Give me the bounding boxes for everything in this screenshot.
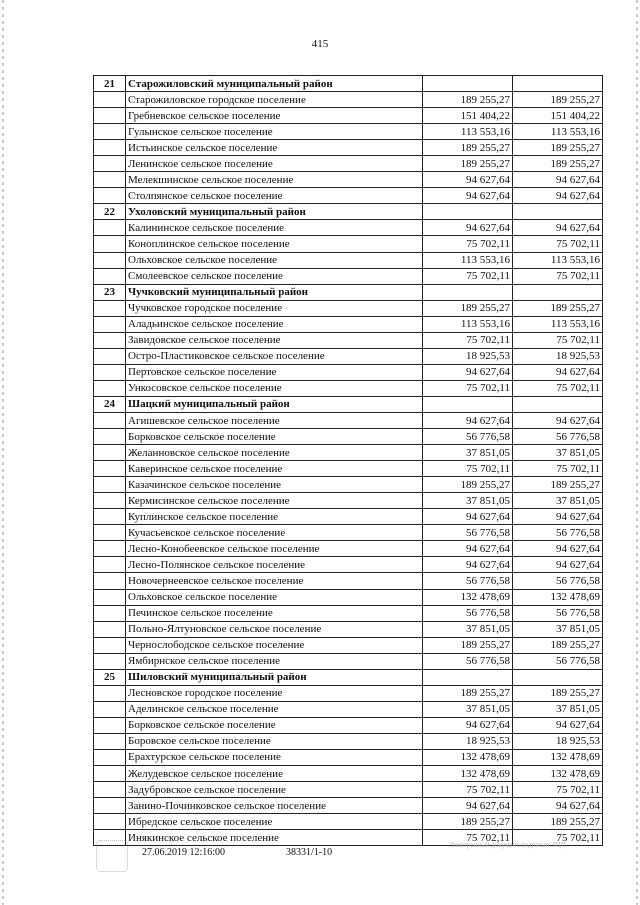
- district-row: [94, 396, 603, 412]
- settlement-name-cell: Ункосовское сельское поселение: [126, 380, 423, 396]
- table-row: [94, 380, 603, 396]
- row-number-cell: [94, 541, 126, 557]
- row-number-cell: 22: [94, 204, 126, 220]
- footer-date: 27.06.2019 12:16:00: [142, 847, 226, 858]
- table-row: [94, 236, 603, 252]
- amount-cell-2: 56 776,58: [513, 525, 603, 541]
- table-row: [94, 653, 603, 669]
- amount-cell-2: 94 627,64: [513, 364, 603, 380]
- row-number-cell: [94, 749, 126, 765]
- settlement-name-cell: Шацкий муниципальный район: [126, 396, 423, 412]
- amount-cell-2: [513, 76, 603, 92]
- settlement-name-cell: Новочернеевское сельское поселение: [126, 573, 423, 589]
- table-row: [94, 573, 603, 589]
- amount-cell-2: 113 553,16: [513, 316, 603, 332]
- table-row: [94, 766, 603, 782]
- amount-cell-2: 132 478,69: [513, 589, 603, 605]
- amount-cell-1: 94 627,64: [423, 188, 513, 204]
- settlement-name-cell: Ольховское сельское поселение: [126, 252, 423, 268]
- amount-cell-2: 94 627,64: [513, 541, 603, 557]
- settlement-name-cell: Калининское сельское поселение: [126, 220, 423, 236]
- table-row: [94, 509, 603, 525]
- amount-cell-2: 151 404,22: [513, 108, 603, 124]
- table-row: [94, 749, 603, 765]
- table-row: [94, 557, 603, 573]
- row-number-cell: [94, 477, 126, 493]
- settlement-name-cell: Польно-Ялтуновское сельское поселение: [126, 621, 423, 637]
- settlement-name-cell: Ухоловский муниципальный район: [126, 204, 423, 220]
- settlement-name-cell: Борковское сельское поселение: [126, 717, 423, 733]
- amount-cell-1: 56 776,58: [423, 573, 513, 589]
- amount-cell-1: 132 478,69: [423, 589, 513, 605]
- amount-cell-1: [423, 669, 513, 685]
- row-number-cell: [94, 525, 126, 541]
- scan-left-edge: [2, 0, 4, 905]
- settlement-name-cell: Агишевское сельское поселение: [126, 412, 423, 428]
- table-row: [94, 814, 603, 830]
- amount-cell-2: 37 851,05: [513, 445, 603, 461]
- amount-cell-2: 56 776,58: [513, 653, 603, 669]
- settlement-name-cell: Ленинское сельское поселение: [126, 156, 423, 172]
- amount-cell-1: 94 627,64: [423, 509, 513, 525]
- settlement-name-cell: Ерахтурское сельское поселение: [126, 749, 423, 765]
- row-number-cell: [94, 140, 126, 156]
- row-number-cell: [94, 782, 126, 798]
- row-number-cell: [94, 814, 126, 830]
- row-number-cell: [94, 316, 126, 332]
- table-row: [94, 220, 603, 236]
- amount-cell-2: 94 627,64: [513, 509, 603, 525]
- row-number-cell: [94, 236, 126, 252]
- amount-cell-2: 75 702,11: [513, 332, 603, 348]
- settlement-name-cell: Чернослободское сельское поселение: [126, 637, 423, 653]
- amount-cell-2: 94 627,64: [513, 798, 603, 814]
- settlement-name-cell: Инякинское сельское поселение: [126, 830, 423, 846]
- row-number-cell: [94, 220, 126, 236]
- row-number-cell: [94, 380, 126, 396]
- settlement-name-cell: Мелекшинское сельское поселение: [126, 172, 423, 188]
- row-number-cell: [94, 605, 126, 621]
- settlement-name-cell: Каверинское сельское поселение: [126, 461, 423, 477]
- amount-cell-1: 56 776,58: [423, 429, 513, 445]
- amount-cell-1: 151 404,22: [423, 108, 513, 124]
- table-row: [94, 589, 603, 605]
- settlement-name-cell: Коноплинское сельское поселение: [126, 236, 423, 252]
- settlement-name-cell: Столпянское сельское поселение: [126, 188, 423, 204]
- amount-cell-2: 56 776,58: [513, 573, 603, 589]
- settlement-name-cell: Остро-Пластиковское сельское поселение: [126, 348, 423, 364]
- table-row: [94, 782, 603, 798]
- amount-cell-2: 94 627,64: [513, 717, 603, 733]
- table-row: [94, 92, 603, 108]
- amount-cell-2: 75 702,11: [513, 782, 603, 798]
- row-number-cell: [94, 252, 126, 268]
- qr-stamp: [96, 840, 128, 872]
- table-row: [94, 493, 603, 509]
- table-row: [94, 172, 603, 188]
- amount-cell-1: 189 255,27: [423, 477, 513, 493]
- settlement-name-cell: Смолеевское сельское поселение: [126, 268, 423, 284]
- row-number-cell: 23: [94, 284, 126, 300]
- settlement-name-cell: Чучковское городское поселение: [126, 300, 423, 316]
- table-row: [94, 685, 603, 701]
- settlement-name-cell: Аделинское сельское поселение: [126, 701, 423, 717]
- amount-cell-2: 75 702,11: [513, 380, 603, 396]
- amount-cell-1: 37 851,05: [423, 621, 513, 637]
- amount-cell-2: 94 627,64: [513, 188, 603, 204]
- table-row: [94, 429, 603, 445]
- district-row: [94, 76, 603, 92]
- settlement-name-cell: Занино-Починковское сельское поселение: [126, 798, 423, 814]
- settlement-name-cell: Борковское сельское поселение: [126, 429, 423, 445]
- amount-cell-1: 75 702,11: [423, 461, 513, 477]
- settlement-name-cell: Ольховское сельское поселение: [126, 589, 423, 605]
- amount-cell-1: 75 702,11: [423, 332, 513, 348]
- settlement-name-cell: Лесно-Полянское сельское поселение: [126, 557, 423, 573]
- amount-cell-2: 37 851,05: [513, 493, 603, 509]
- amount-cell-2: 189 255,27: [513, 140, 603, 156]
- settlement-name-cell: Чучковский муниципальный район: [126, 284, 423, 300]
- row-number-cell: [94, 429, 126, 445]
- amount-cell-2: 75 702,11: [513, 268, 603, 284]
- amount-cell-1: 94 627,64: [423, 798, 513, 814]
- amount-cell-2: 94 627,64: [513, 412, 603, 428]
- table-row: [94, 268, 603, 284]
- amount-cell-2: 37 851,05: [513, 621, 603, 637]
- row-number-cell: [94, 685, 126, 701]
- amount-cell-2: 189 255,27: [513, 92, 603, 108]
- settlement-name-cell: Желудевское сельское поселение: [126, 766, 423, 782]
- district-row: [94, 284, 603, 300]
- row-number-cell: [94, 445, 126, 461]
- table-row: [94, 605, 603, 621]
- amount-cell-2: 189 255,27: [513, 685, 603, 701]
- amount-cell-2: 37 851,05: [513, 701, 603, 717]
- amount-cell-1: 56 776,58: [423, 653, 513, 669]
- amount-cell-2: 75 702,11: [513, 461, 603, 477]
- settlement-name-cell: Лесновское городское поселение: [126, 685, 423, 701]
- amount-cell-2: [513, 396, 603, 412]
- table-row: [94, 798, 603, 814]
- table-row: [94, 733, 603, 749]
- page-number: 415: [311, 38, 329, 50]
- row-number-cell: [94, 717, 126, 733]
- row-number-cell: [94, 156, 126, 172]
- table-row: [94, 701, 603, 717]
- settlement-name-cell: Казачинское сельское поселение: [126, 477, 423, 493]
- amount-cell-2: 94 627,64: [513, 557, 603, 573]
- budget-table-body: [94, 76, 603, 846]
- amount-cell-1: 189 255,27: [423, 685, 513, 701]
- amount-cell-2: [513, 284, 603, 300]
- settlement-name-cell: Гулынское сельское поселение: [126, 124, 423, 140]
- amount-cell-2: 189 255,27: [513, 477, 603, 493]
- amount-cell-2: 94 627,64: [513, 220, 603, 236]
- amount-cell-1: 94 627,64: [423, 364, 513, 380]
- amount-cell-2: 56 776,58: [513, 605, 603, 621]
- settlement-name-cell: Боровское сельское поселение: [126, 733, 423, 749]
- amount-cell-1: [423, 284, 513, 300]
- amount-cell-1: 75 702,11: [423, 830, 513, 846]
- amount-cell-1: 113 553,16: [423, 252, 513, 268]
- settlement-name-cell: Куплинское сельское поселение: [126, 509, 423, 525]
- amount-cell-1: 189 255,27: [423, 140, 513, 156]
- amount-cell-2: 75 702,11: [513, 830, 603, 846]
- row-number-cell: [94, 412, 126, 428]
- row-number-cell: 24: [94, 396, 126, 412]
- table-row: [94, 541, 603, 557]
- settlement-name-cell: Кучасьевское сельское поселение: [126, 525, 423, 541]
- settlement-name-cell: Старожиловское городское поселение: [126, 92, 423, 108]
- amount-cell-1: [423, 76, 513, 92]
- amount-cell-2: 189 255,27: [513, 300, 603, 316]
- settlement-name-cell: Ямбирнское сельское поселение: [126, 653, 423, 669]
- amount-cell-1: 56 776,58: [423, 525, 513, 541]
- row-number-cell: [94, 300, 126, 316]
- amount-cell-1: 56 776,58: [423, 605, 513, 621]
- table-row: [94, 124, 603, 140]
- table-row: [94, 108, 603, 124]
- row-number-cell: [94, 509, 126, 525]
- scan-right-edge: [636, 0, 638, 905]
- table-row: [94, 156, 603, 172]
- amount-cell-1: 113 553,16: [423, 316, 513, 332]
- amount-cell-1: 18 925,53: [423, 348, 513, 364]
- amount-cell-1: [423, 396, 513, 412]
- table-row: [94, 364, 603, 380]
- amount-cell-1: 37 851,05: [423, 493, 513, 509]
- amount-cell-2: 18 925,53: [513, 348, 603, 364]
- amount-cell-1: 189 255,27: [423, 300, 513, 316]
- signature-stamp-text: Электронный документ подписан ЭЦП: [449, 841, 566, 849]
- amount-cell-1: 189 255,27: [423, 814, 513, 830]
- amount-cell-1: 94 627,64: [423, 717, 513, 733]
- amount-cell-1: 132 478,69: [423, 766, 513, 782]
- table-row: [94, 300, 603, 316]
- row-number-cell: [94, 557, 126, 573]
- row-number-cell: [94, 621, 126, 637]
- amount-cell-1: 94 627,64: [423, 172, 513, 188]
- amount-cell-2: 56 776,58: [513, 429, 603, 445]
- row-number-cell: 25: [94, 669, 126, 685]
- amount-cell-1: 189 255,27: [423, 156, 513, 172]
- settlement-name-cell: Кермисинское сельское поселение: [126, 493, 423, 509]
- table-row: [94, 188, 603, 204]
- table-row: [94, 525, 603, 541]
- amount-cell-1: 37 851,05: [423, 445, 513, 461]
- row-number-cell: [94, 461, 126, 477]
- row-number-cell: [94, 766, 126, 782]
- table-row: [94, 445, 603, 461]
- amount-cell-1: 94 627,64: [423, 220, 513, 236]
- settlement-name-cell: Завидовское сельское поселение: [126, 332, 423, 348]
- amount-cell-2: 132 478,69: [513, 749, 603, 765]
- row-number-cell: [94, 493, 126, 509]
- row-number-cell: [94, 348, 126, 364]
- row-number-cell: [94, 589, 126, 605]
- amount-cell-1: 94 627,64: [423, 412, 513, 428]
- budget-table: [93, 75, 603, 846]
- table-row: [94, 412, 603, 428]
- settlement-name-cell: Пертовское сельское поселение: [126, 364, 423, 380]
- row-number-cell: 21: [94, 76, 126, 92]
- row-number-cell: [94, 733, 126, 749]
- row-number-cell: [94, 124, 126, 140]
- settlement-name-cell: Задубровское сельское поселение: [126, 782, 423, 798]
- amount-cell-2: 132 478,69: [513, 766, 603, 782]
- amount-cell-1: 75 702,11: [423, 268, 513, 284]
- amount-cell-2: 75 702,11: [513, 236, 603, 252]
- settlement-name-cell: Гребневское сельское поселение: [126, 108, 423, 124]
- row-number-cell: [94, 798, 126, 814]
- amount-cell-2: 189 255,27: [513, 156, 603, 172]
- table-row: [94, 332, 603, 348]
- settlement-name-cell: Желанновское сельское поселение: [126, 445, 423, 461]
- amount-cell-2: [513, 669, 603, 685]
- settlement-name-cell: Истьинское сельское поселение: [126, 140, 423, 156]
- amount-cell-1: 113 553,16: [423, 124, 513, 140]
- row-number-cell: [94, 701, 126, 717]
- amount-cell-1: 75 702,11: [423, 782, 513, 798]
- district-row: [94, 204, 603, 220]
- amount-cell-2: 189 255,27: [513, 814, 603, 830]
- amount-cell-2: 113 553,16: [513, 252, 603, 268]
- amount-cell-2: [513, 204, 603, 220]
- amount-cell-1: 132 478,69: [423, 749, 513, 765]
- row-number-cell: [94, 92, 126, 108]
- settlement-name-cell: Старожиловский муниципальный район: [126, 76, 423, 92]
- table-row: [94, 637, 603, 653]
- row-number-cell: [94, 573, 126, 589]
- amount-cell-1: 94 627,64: [423, 541, 513, 557]
- row-number-cell: [94, 188, 126, 204]
- row-number-cell: [94, 653, 126, 669]
- amount-cell-1: 75 702,11: [423, 236, 513, 252]
- row-number-cell: [94, 637, 126, 653]
- table-row: [94, 717, 603, 733]
- row-number-cell: [94, 268, 126, 284]
- amount-cell-1: 75 702,11: [423, 380, 513, 396]
- district-row: [94, 669, 603, 685]
- amount-cell-2: 94 627,64: [513, 172, 603, 188]
- table-row: [94, 252, 603, 268]
- row-number-cell: [94, 332, 126, 348]
- row-number-cell: [94, 364, 126, 380]
- row-number-cell: [94, 108, 126, 124]
- amount-cell-2: 18 925,53: [513, 733, 603, 749]
- settlement-name-cell: Шиловский муниципальный район: [126, 669, 423, 685]
- amount-cell-1: 37 851,05: [423, 701, 513, 717]
- table-row: [94, 316, 603, 332]
- footer-doc-code: 38331/1-10: [286, 847, 333, 858]
- amount-cell-2: 113 553,16: [513, 124, 603, 140]
- amount-cell-2: 189 255,27: [513, 637, 603, 653]
- row-number-cell: [94, 172, 126, 188]
- table-row: [94, 621, 603, 637]
- table-row: [94, 461, 603, 477]
- amount-cell-1: 189 255,27: [423, 92, 513, 108]
- settlement-name-cell: Лесно-Конобеевское сельское поселение: [126, 541, 423, 557]
- amount-cell-1: 18 925,53: [423, 733, 513, 749]
- amount-cell-1: [423, 204, 513, 220]
- amount-cell-1: 189 255,27: [423, 637, 513, 653]
- settlement-name-cell: Аладьинское сельское поселение: [126, 316, 423, 332]
- settlement-name-cell: Ибредское сельское поселение: [126, 814, 423, 830]
- table-row: [94, 348, 603, 364]
- amount-cell-1: 94 627,64: [423, 557, 513, 573]
- settlement-name-cell: Печинское сельское поселение: [126, 605, 423, 621]
- table-row: [94, 140, 603, 156]
- table-row: [94, 477, 603, 493]
